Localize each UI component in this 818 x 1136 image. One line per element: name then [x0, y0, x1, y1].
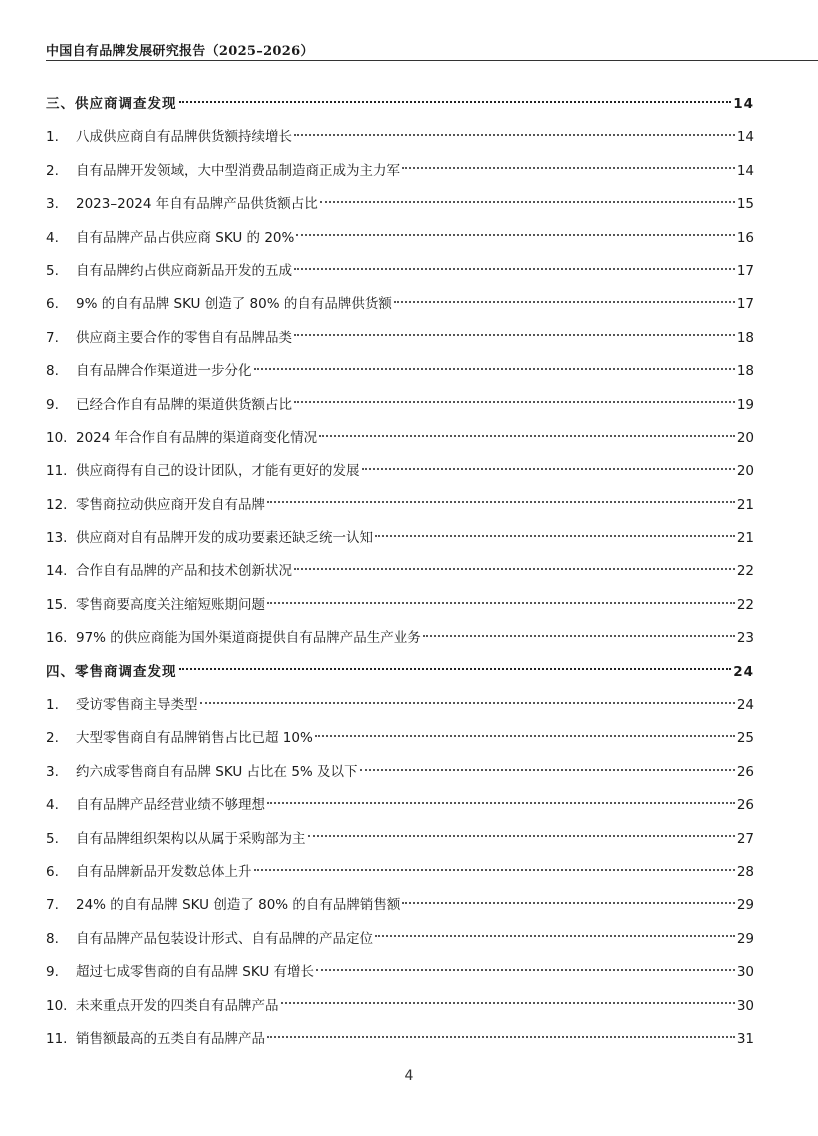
toc-entry-page: 18 — [736, 329, 754, 346]
toc-entry-number: 9. — [46, 396, 59, 413]
toc-entry-number: 11. — [46, 1030, 68, 1047]
toc-entry-number: 6. — [46, 296, 59, 313]
toc-entry-page: 20 — [736, 429, 754, 446]
toc-entry-page: 22 — [736, 563, 754, 580]
toc-entry-title: 受访零售商主导类型 — [76, 697, 198, 714]
toc-entry-page: 25 — [736, 730, 754, 747]
toc-entry-page: 17 — [736, 262, 754, 279]
dot-leader — [294, 334, 735, 336]
toc-entry-page: 18 — [736, 363, 754, 380]
header-divider — [46, 60, 818, 61]
toc-entry-title: 自有品牌约占供应商新品开发的五成 — [76, 262, 292, 279]
toc-entry-page: 26 — [736, 763, 754, 780]
toc-entry-page: 23 — [736, 630, 754, 647]
toc-entry-title: 未来重点开发的四类自有品牌产品 — [76, 997, 279, 1014]
toc-entry-page: 21 — [736, 496, 754, 513]
toc-section-heading[interactable] — [46, 656, 754, 689]
toc-entry-number: 13. — [46, 530, 68, 547]
toc-entry[interactable] — [46, 1023, 754, 1056]
toc-entry-number: 2. — [46, 730, 59, 747]
toc-entry-title: 2024 年合作自有品牌的渠道商变化情况 — [76, 429, 318, 446]
dot-leader — [294, 268, 735, 270]
toc-entry-number: 4. — [46, 797, 59, 814]
dot-leader — [319, 435, 735, 437]
toc-entry-title: 自有品牌产品占供应商 SKU 的 20% — [76, 229, 295, 246]
dot-leader — [375, 935, 735, 937]
toc-entry[interactable] — [46, 589, 754, 622]
toc-entry-number: 10. — [46, 429, 68, 446]
toc-entry-page: 30 — [736, 964, 754, 981]
toc-entry-number: 7. — [46, 329, 59, 346]
toc-entry-page: 14 — [733, 96, 754, 112]
toc-entry[interactable] — [46, 489, 754, 522]
dot-leader — [362, 468, 735, 470]
toc-entry-title: 供应商对自有品牌开发的成功要素还缺乏统一认知 — [76, 530, 373, 547]
toc-entry-title: 零售商要高度关注缩短账期问题 — [76, 596, 265, 613]
toc-entry[interactable] — [46, 823, 754, 856]
toc-entry[interactable] — [46, 689, 754, 722]
toc-entry-title: 97% 的供应商能为国外渠道商提供自有品牌产品生产业务 — [76, 630, 421, 647]
toc-entry-title: 自有品牌产品包装设计形式、自有品牌的产品定位 — [76, 930, 373, 947]
toc-entry-number: 3. — [46, 196, 59, 213]
toc-entry-number: 12. — [46, 496, 68, 513]
dot-leader — [179, 668, 732, 670]
toc-entry-title: 自有品牌组织架构以从属于采购部为主 — [76, 830, 306, 847]
dot-leader — [254, 368, 735, 370]
toc-entry-page: 24 — [733, 663, 754, 680]
toc-entry-number: 4. — [46, 229, 59, 246]
toc-entry[interactable] — [46, 722, 754, 755]
toc-entry-number: 5. — [46, 262, 59, 279]
toc-entry-title: 合作自有品牌的产品和技术创新状况 — [76, 563, 292, 580]
dot-leader — [394, 301, 735, 303]
toc-entry-title: 自有品牌开发领域，大中型消费品制造商正成为主力军 — [76, 162, 400, 179]
dot-leader — [267, 501, 735, 503]
toc-entry-number: 3. — [46, 763, 59, 780]
toc-entry[interactable] — [46, 555, 754, 588]
toc-entry[interactable] — [46, 923, 754, 956]
toc-entry[interactable] — [46, 990, 754, 1023]
toc-entry-page: 17 — [736, 296, 754, 313]
toc-entry-title: 销售额最高的五类自有品牌产品 — [76, 1030, 265, 1047]
dot-leader — [375, 535, 735, 537]
dot-leader — [267, 602, 735, 604]
toc-entry-title: 9% 的自有品牌 SKU 创造了 80% 的自有品牌供货额 — [76, 296, 392, 313]
dot-leader — [294, 568, 735, 570]
toc-entry[interactable] — [46, 288, 754, 321]
toc-entry-number: 11. — [46, 463, 68, 480]
toc-entry[interactable] — [46, 856, 754, 889]
toc-entry-page: 15 — [736, 196, 754, 213]
toc-entry-page: 26 — [736, 797, 754, 814]
toc-entry[interactable] — [46, 255, 754, 288]
dot-leader — [316, 969, 735, 971]
dot-leader — [320, 201, 735, 203]
toc-entry-title: 超过七成零售商的自有品牌 SKU 有增长 — [76, 964, 315, 981]
toc-entry-number: 1. — [46, 697, 59, 714]
dot-leader — [179, 101, 732, 103]
toc-entry-title: 自有品牌产品经营业绩不够理想 — [76, 797, 265, 814]
dot-leader — [315, 735, 735, 737]
toc-entry-number: 7. — [46, 897, 59, 914]
toc-entry-page: 30 — [736, 997, 754, 1014]
toc-entry[interactable] — [46, 522, 754, 555]
toc-entry-number: 1. — [46, 129, 59, 146]
toc-entry-page: 14 — [736, 129, 754, 146]
toc-entry[interactable] — [46, 389, 754, 422]
toc-entry[interactable] — [46, 155, 754, 188]
toc-entry-number: 三、 — [46, 96, 75, 112]
toc-entry-title: 供应商调查发现 — [75, 96, 177, 112]
toc-entry-page: 21 — [736, 530, 754, 547]
toc-entry-title: 已经合作自有品牌的渠道供货额占比 — [76, 396, 292, 413]
toc-entry-title: 零售商调查发现 — [75, 663, 177, 680]
toc-entry-page: 24 — [736, 697, 754, 714]
toc-entry[interactable] — [46, 222, 754, 255]
toc-entry[interactable] — [46, 322, 754, 355]
toc-entry-title: 约六成零售商自有品牌 SKU 占比在 5% 及以下 — [76, 763, 358, 780]
table-of-contents — [46, 88, 754, 1056]
toc-entry[interactable] — [46, 789, 754, 822]
toc-entry[interactable] — [46, 121, 754, 154]
dot-leader — [402, 167, 735, 169]
toc-entry-page: 16 — [736, 229, 754, 246]
toc-entry-title: 2023–2024 年自有品牌产品供货额占比 — [76, 196, 318, 213]
toc-entry-number: 16. — [46, 630, 68, 647]
toc-entry-title: 八成供应商自有品牌供货额持续增长 — [76, 129, 292, 146]
dot-leader — [423, 635, 735, 637]
toc-entry-page: 19 — [736, 396, 754, 413]
toc-entry-number: 14. — [46, 563, 68, 580]
toc-entry-page: 22 — [736, 596, 754, 613]
toc-entry-page: 28 — [736, 863, 754, 880]
dot-leader — [360, 769, 735, 771]
dot-leader — [254, 869, 735, 871]
dot-leader — [294, 401, 735, 403]
dot-leader — [200, 702, 735, 704]
page-number: 4 — [404, 1068, 414, 1084]
toc-entry[interactable] — [46, 956, 754, 989]
toc-entry-title: 24% 的自有品牌 SKU 创造了 80% 的自有品牌销售额 — [76, 897, 401, 914]
toc-entry-page: 14 — [736, 162, 754, 179]
toc-entry-title: 供应商主要合作的零售自有品牌品类 — [76, 329, 292, 346]
toc-entry[interactable] — [46, 622, 754, 655]
toc-entry-title: 自有品牌新品开发数总体上升 — [76, 863, 252, 880]
toc-entry-title: 自有品牌合作渠道进一步分化 — [76, 363, 252, 380]
running-header: 中国自有品牌发展研究报告（2025–2026） — [46, 44, 314, 59]
toc-entry[interactable] — [46, 355, 754, 388]
toc-entry-number: 8. — [46, 363, 59, 380]
toc-entry-number: 四、 — [46, 663, 75, 680]
dot-leader — [402, 902, 734, 904]
toc-entry-number: 10. — [46, 997, 68, 1014]
toc-entry[interactable] — [46, 188, 754, 221]
toc-entry-number: 9. — [46, 964, 59, 981]
dot-leader — [267, 1036, 735, 1038]
dot-leader — [267, 802, 735, 804]
dot-leader — [296, 234, 734, 236]
toc-entry-number: 2. — [46, 162, 59, 179]
toc-entry-number: 5. — [46, 830, 59, 847]
toc-entry[interactable] — [46, 756, 754, 789]
toc-entry-number: 15. — [46, 596, 68, 613]
toc-entry-page: 29 — [736, 897, 754, 914]
toc-entry-title: 供应商得有自己的设计团队，才能有更好的发展 — [76, 463, 360, 480]
toc-entry-page: 29 — [736, 930, 754, 947]
toc-section-heading[interactable] — [46, 88, 754, 121]
dot-leader — [294, 134, 735, 136]
toc-entry[interactable] — [46, 889, 754, 922]
dot-leader — [308, 835, 735, 837]
toc-entry[interactable] — [46, 455, 754, 488]
toc-entry-number: 6. — [46, 863, 59, 880]
toc-entry[interactable] — [46, 422, 754, 455]
toc-entry-page: 27 — [736, 830, 754, 847]
toc-entry-number: 8. — [46, 930, 59, 947]
toc-entry-title: 零售商拉动供应商开发自有品牌 — [76, 496, 265, 513]
toc-entry-page: 20 — [736, 463, 754, 480]
toc-entry-page: 31 — [736, 1030, 754, 1047]
toc-entry-title: 大型零售商自有品牌销售占比已超 10% — [76, 730, 313, 747]
dot-leader — [281, 1002, 735, 1004]
